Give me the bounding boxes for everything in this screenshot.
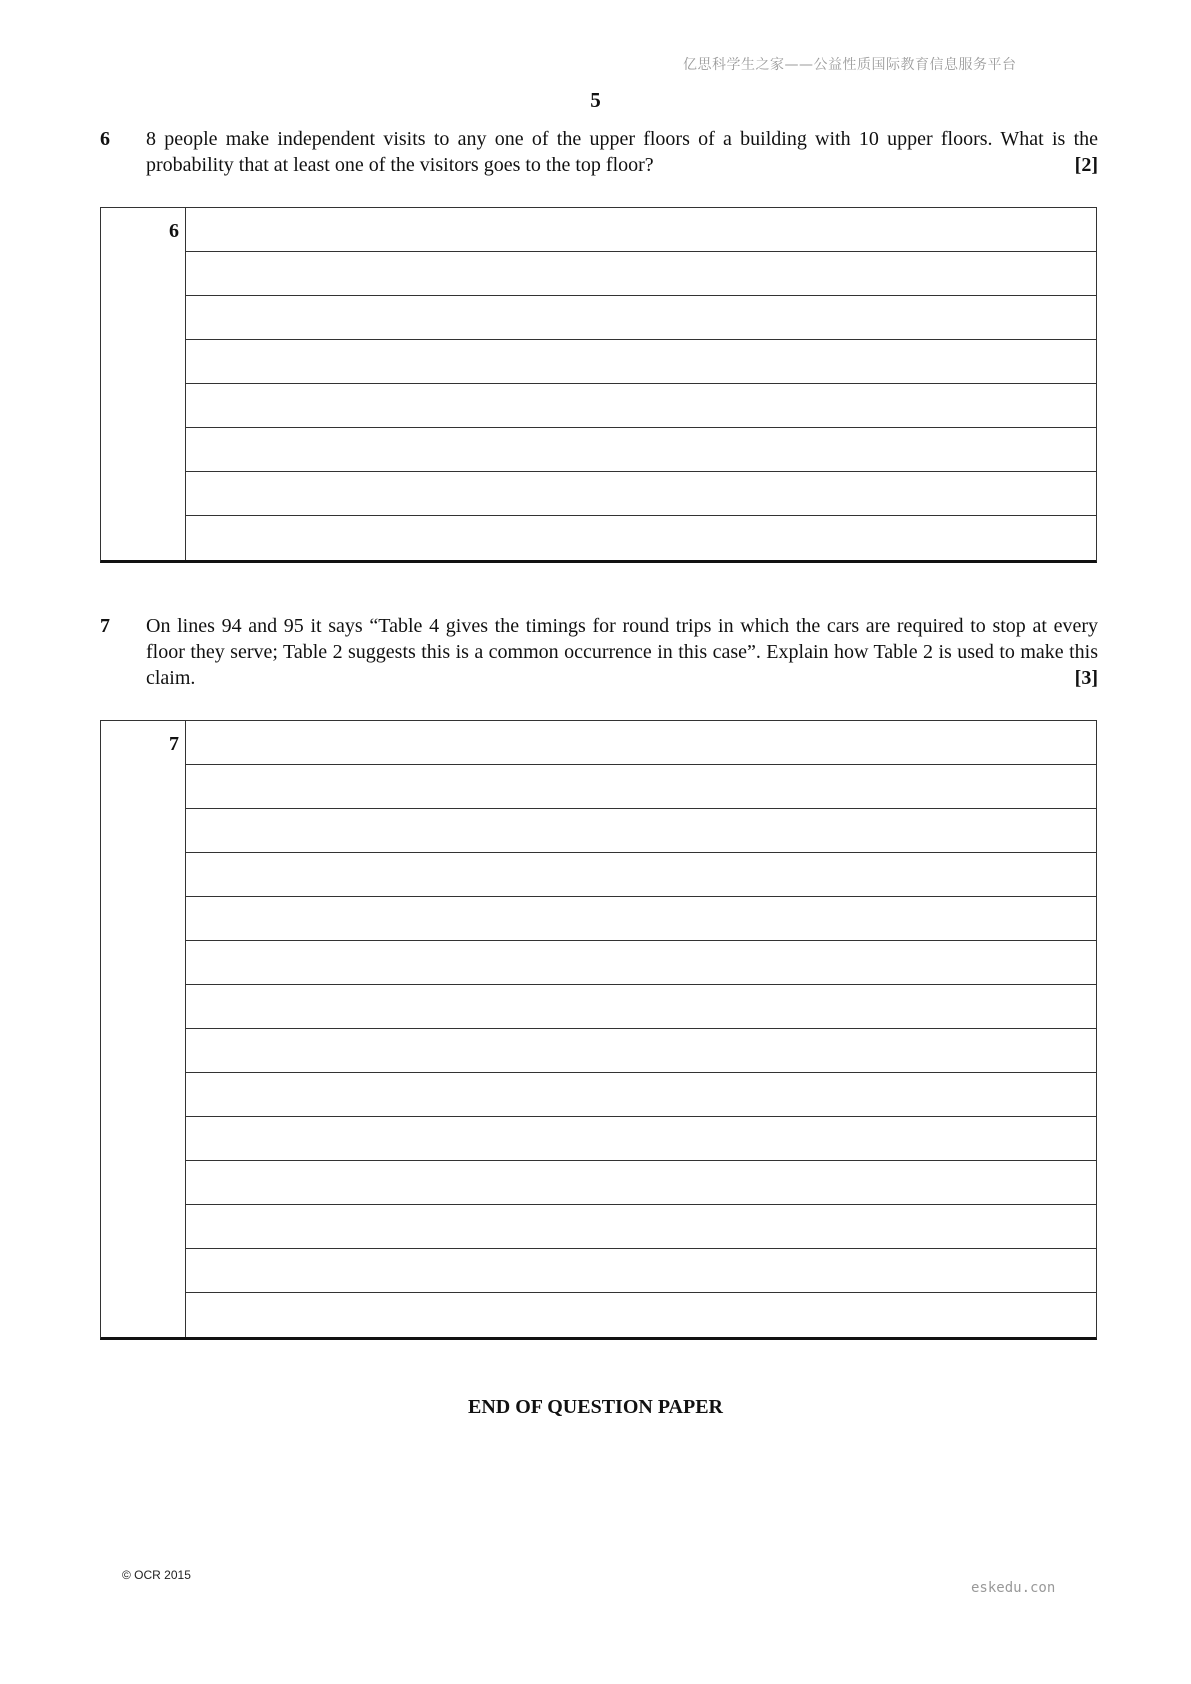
answer-line[interactable]	[186, 1205, 1096, 1249]
answer-line[interactable]	[186, 897, 1096, 941]
answer-lines[interactable]	[186, 208, 1096, 560]
copyright: © OCR 2015	[122, 1568, 191, 1582]
answer-line[interactable]	[186, 1117, 1096, 1161]
answer-line[interactable]	[186, 472, 1096, 516]
answer-box-label: 6	[169, 220, 179, 242]
answer-line[interactable]	[186, 721, 1096, 765]
answer-line[interactable]	[186, 809, 1096, 853]
answer-box-6	[100, 207, 1097, 563]
watermark-bottom: eskedu.con	[971, 1580, 1056, 1596]
answer-line[interactable]	[186, 1293, 1096, 1337]
answer-line[interactable]	[186, 428, 1096, 472]
answer-line[interactable]	[186, 1029, 1096, 1073]
answer-line[interactable]	[186, 252, 1096, 296]
answer-line[interactable]	[186, 853, 1096, 897]
question-6	[100, 126, 1098, 178]
answer-box-label: 7	[169, 733, 179, 755]
question-text	[146, 613, 1098, 691]
answer-box-label-column	[101, 721, 186, 1337]
answer-box-label-column	[101, 208, 186, 560]
answer-line[interactable]	[186, 1161, 1096, 1205]
page-number: 5	[590, 88, 601, 112]
answer-lines[interactable]	[186, 721, 1096, 1337]
question-body: On lines 94 and 95 it says “Table 4 gives the timings for round trips in which the cars are required to stop at every floor they serve; Table 2 suggests this is a common occurrence in this case”. Explain how Table 2 is used to make this claim.	[146, 615, 1098, 689]
answer-box-7	[100, 720, 1097, 1340]
answer-line[interactable]	[186, 1249, 1096, 1293]
answer-line[interactable]	[186, 1073, 1096, 1117]
answer-line[interactable]	[186, 208, 1096, 252]
question-number: 6	[100, 128, 110, 150]
question-7	[100, 613, 1098, 691]
watermark-top: 亿思科学生之家——公益性质国际教育信息服务平台	[683, 57, 1017, 73]
question-body: 8 people make independent visits to any one of the upper floors of a building with 10 upper floors. What is the probability that at least one of the visitors goes to the top floor?	[146, 128, 1098, 176]
question-marks: [3]	[1074, 667, 1098, 689]
answer-line[interactable]	[186, 340, 1096, 384]
end-of-paper: END OF QUESTION PAPER	[467, 1396, 724, 1418]
answer-line[interactable]	[186, 384, 1096, 428]
answer-line[interactable]	[186, 296, 1096, 340]
question-text	[146, 126, 1098, 178]
answer-line[interactable]	[186, 516, 1096, 560]
answer-line[interactable]	[186, 985, 1096, 1029]
question-number: 7	[100, 615, 110, 637]
answer-line[interactable]	[186, 765, 1096, 809]
question-marks: [2]	[1074, 154, 1098, 176]
answer-line[interactable]	[186, 941, 1096, 985]
